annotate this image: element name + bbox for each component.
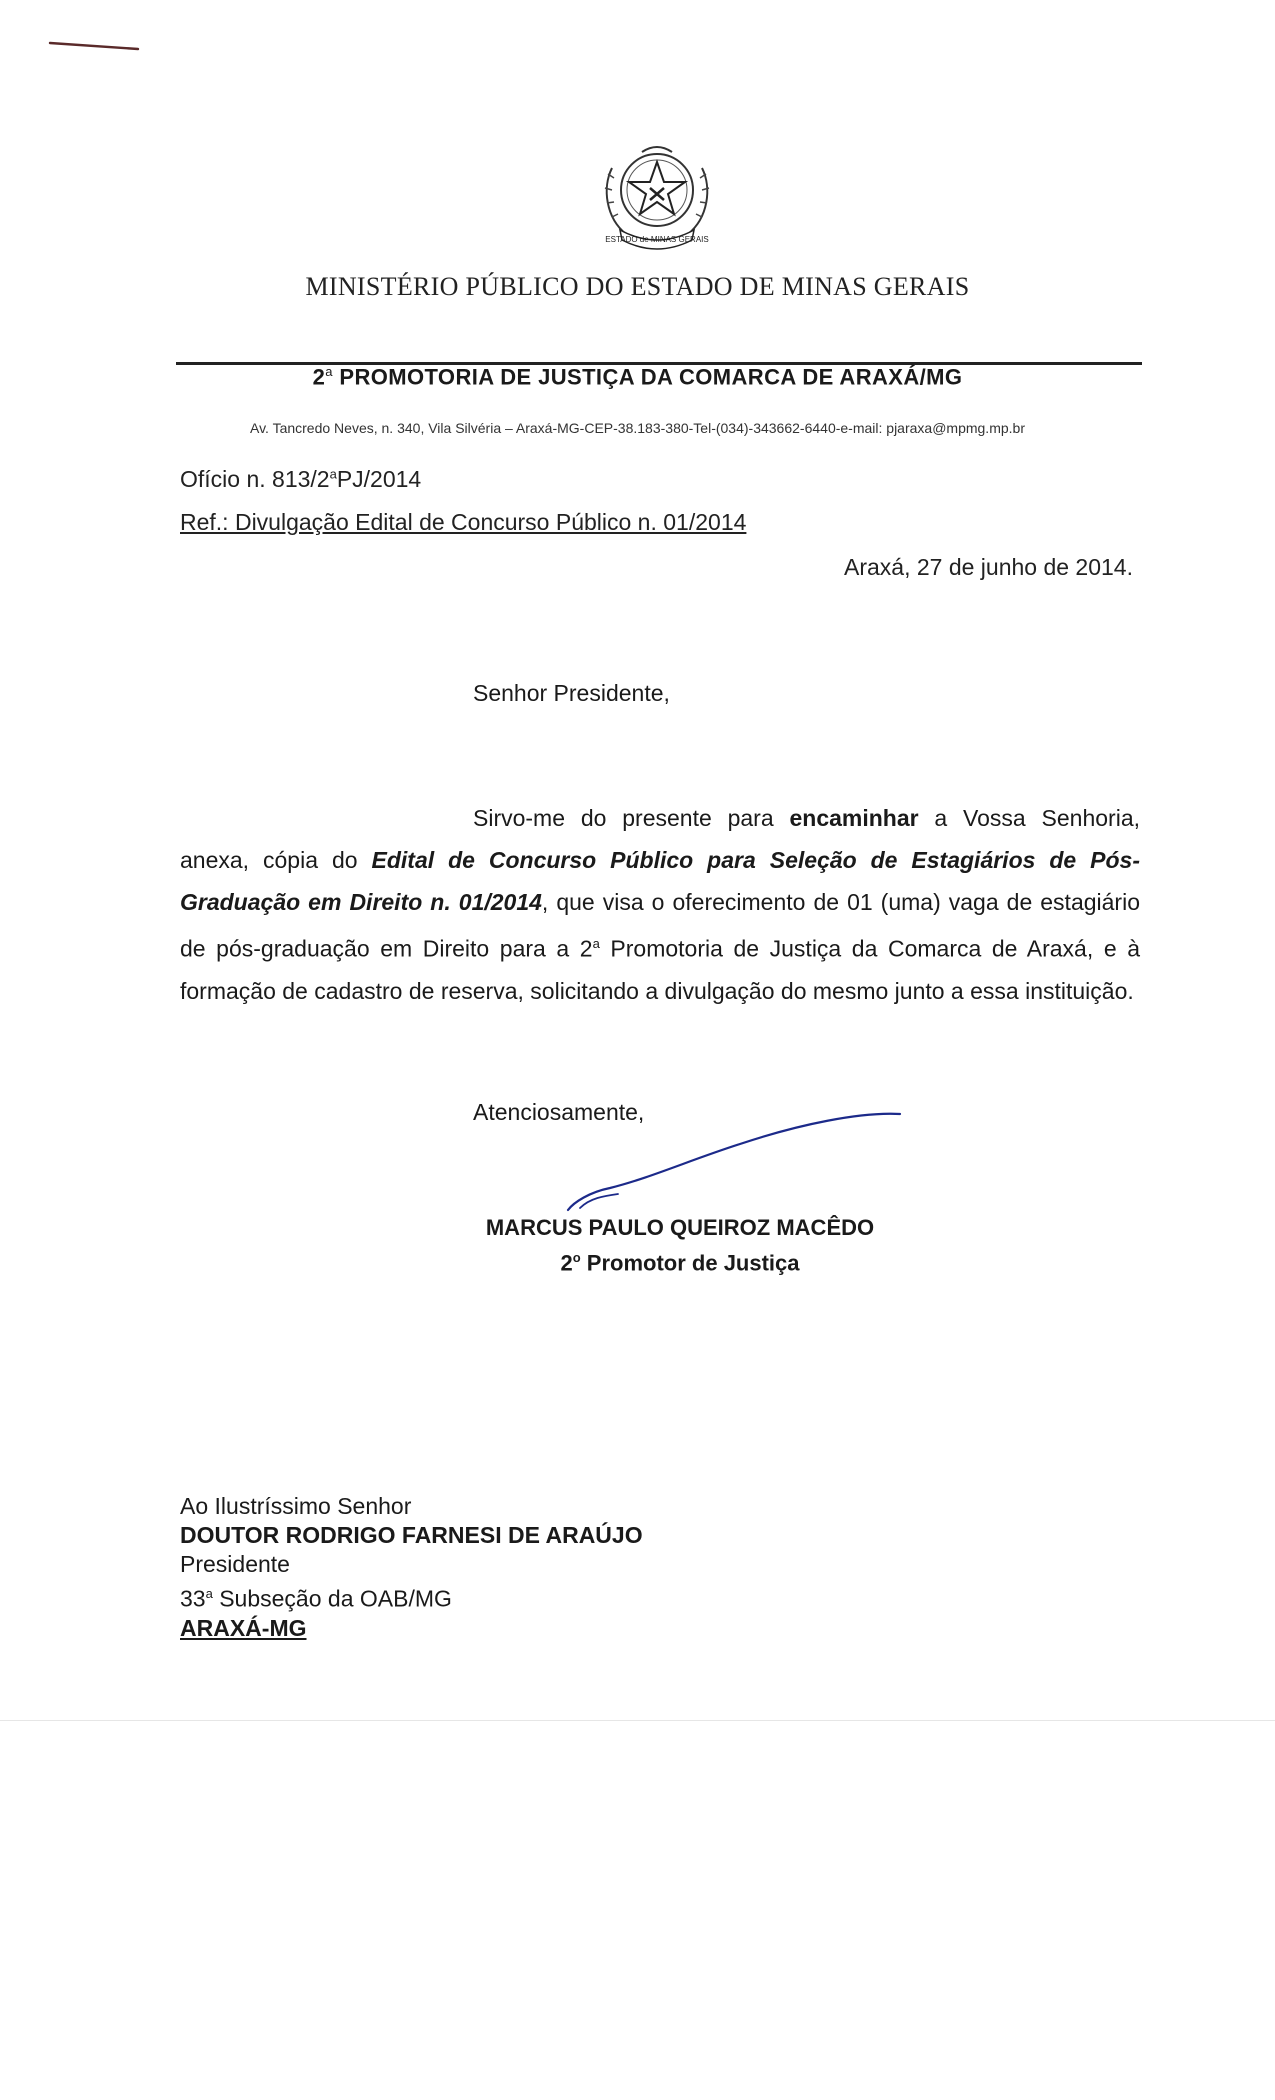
body-encaminhar: encaminhar bbox=[789, 805, 919, 831]
ministry-title: MINISTÉRIO PÚBLICO DO ESTADO DE MINAS GERAIS bbox=[305, 272, 970, 301]
body-text-1: Sirvo-me do presente para bbox=[473, 805, 790, 831]
addressee-block bbox=[180, 1492, 643, 1643]
promotoria-heading bbox=[0, 364, 1275, 390]
subsection-name: Subseção da OAB/MG bbox=[212, 1585, 452, 1612]
promotoria-name: PROMOTORIA DE JUSTIÇA DA COMARCA DE ARAXÁ/MG bbox=[339, 364, 963, 390]
signer-role: Promotor de Justiça bbox=[586, 1250, 800, 1276]
handwritten-signature bbox=[560, 1112, 905, 1212]
letter-body bbox=[180, 797, 1140, 1012]
addressee-subsection bbox=[180, 1579, 643, 1614]
signer-name: MARCUS PAULO QUEIROZ MACÊDO bbox=[485, 1215, 875, 1240]
scan-edge bbox=[0, 1720, 1275, 1721]
addressee-greeting: Ao Ilustríssimo Senhor bbox=[180, 1493, 412, 1519]
promotoria-number: 2 bbox=[312, 364, 326, 390]
minas-gerais-coat-of-arms-icon bbox=[592, 138, 722, 258]
signer-number: 2 bbox=[560, 1250, 573, 1276]
subsection-number: 33 bbox=[180, 1585, 206, 1612]
oficio-number bbox=[180, 466, 421, 493]
addressee-role: Presidente bbox=[180, 1551, 290, 1577]
subsection-ordinal: a bbox=[205, 1586, 213, 1601]
oficio-ordinal: a bbox=[329, 466, 337, 482]
body-ordinal: a bbox=[592, 936, 600, 951]
seal-ribbon-text: ESTADO de MINAS GERAIS bbox=[605, 235, 709, 244]
addressee-city: ARAXÁ-MG bbox=[180, 1614, 307, 1641]
addressee-name: DOUTOR RODRIGO FARNESI DE ARAÚJO bbox=[180, 1522, 643, 1548]
body-text-4: Promotoria de Justiça da Comarca de Araxá, e à formação de cadastro de reserva, solicitando a divulgação do mesmo junto a essa instituição. bbox=[180, 935, 1140, 1004]
signer-title bbox=[300, 1243, 1060, 1278]
body-edital-title: Edital de Concurso Público para Seleção de Estagiários de Pós-Graduação em Direito n. 01/2014 bbox=[180, 847, 1141, 915]
reference-line: Ref.: Divulgação Edital de Concurso Público n. 01/2014 bbox=[180, 509, 747, 535]
body-text-2: a Vossa Senhoria, anexa, cópia do bbox=[180, 805, 1141, 873]
body-text-3: , que visa o oferecimento de 01 (uma) vaga de estagiário de pós-graduação em Direito para a 2 bbox=[180, 889, 1140, 962]
signer-ordinal: o bbox=[572, 1250, 581, 1265]
closing: Atenciosamente, bbox=[473, 1099, 645, 1125]
office-address: Av. Tancredo Neves, n. 340, Vila Silvéria – Araxá-MG-CEP-38.183-380-Tel-(034)-343662-6440-e-mail: pjaraxa@mpmg.mp.br bbox=[250, 420, 1025, 436]
oficio-suffix: PJ/2014 bbox=[336, 466, 422, 492]
stray-pen-mark bbox=[48, 40, 140, 52]
letter-date: Araxá, 27 de junho de 2014. bbox=[843, 554, 1133, 580]
signature-block bbox=[300, 1213, 1060, 1278]
oficio-prefix: Ofício n. 813/2 bbox=[180, 466, 330, 492]
salutation: Senhor Presidente, bbox=[473, 680, 670, 706]
promotoria-ordinal: a bbox=[325, 364, 333, 379]
